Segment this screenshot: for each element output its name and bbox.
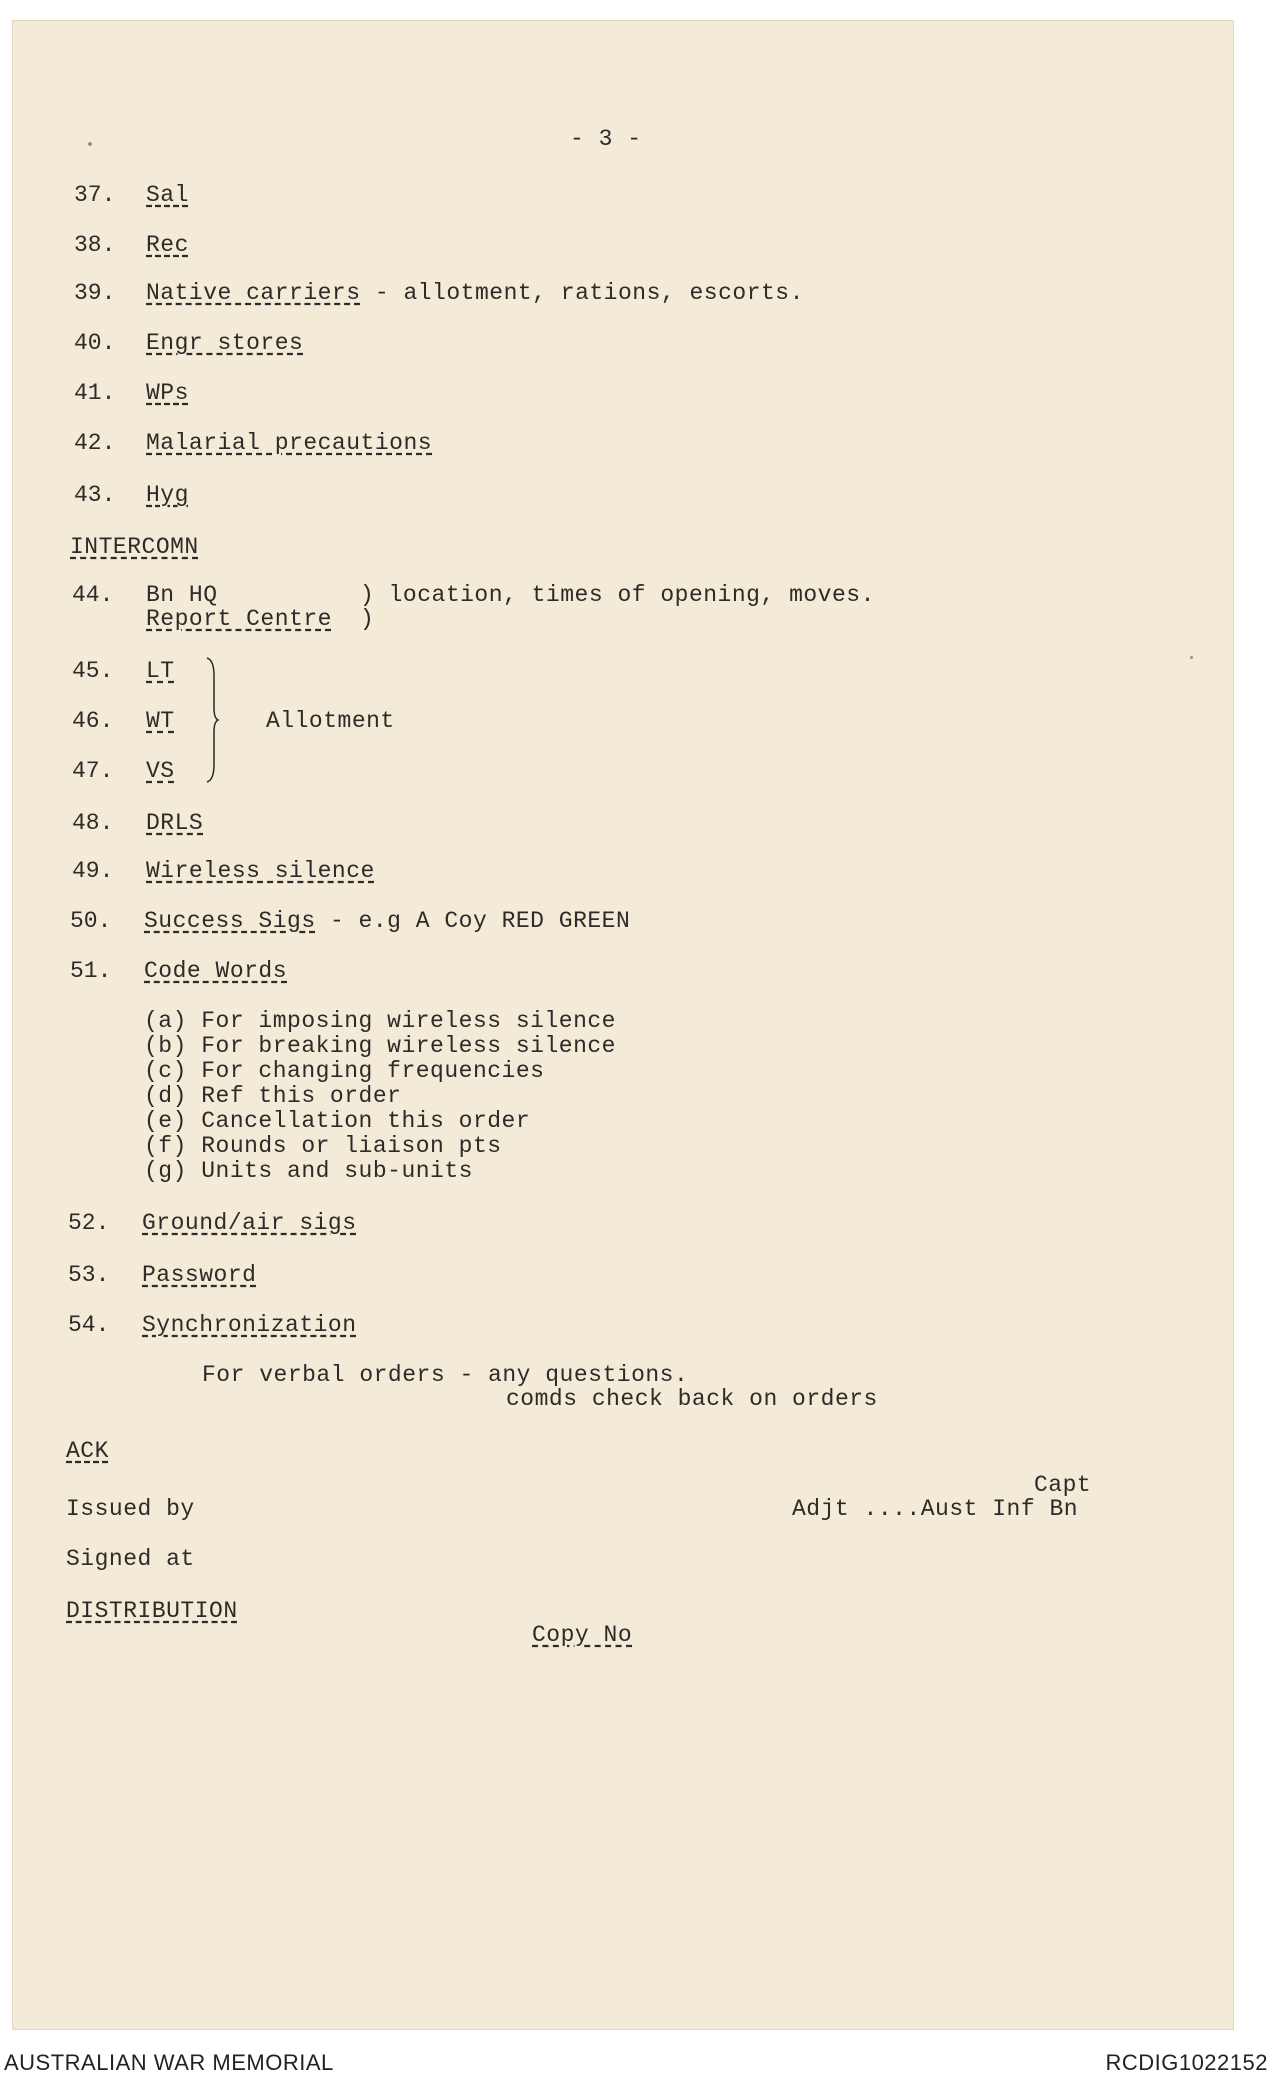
item-label: Hyg — [146, 482, 189, 508]
item-label: Code Words — [144, 958, 288, 984]
item-number: 44. — [72, 582, 114, 608]
copy-no-label: Copy No — [532, 1622, 633, 1648]
grouping-brace — [204, 656, 220, 784]
item-number: 39. — [74, 280, 116, 306]
signatory-title: Adjt ....Aust Inf Bn — [792, 1496, 1079, 1522]
item-number: 42. — [74, 430, 116, 456]
item-label: Report Centre — [146, 606, 332, 632]
distribution-heading: DISTRIBUTION — [66, 1598, 238, 1624]
item-label: Rec — [146, 232, 189, 258]
item-label: Engr stores — [146, 330, 304, 356]
item-number: 53. — [68, 1262, 110, 1288]
item-number: 38. — [74, 232, 116, 258]
page-number: - 3 - — [570, 126, 642, 152]
item-text: ) location, times of opening, moves. — [360, 582, 875, 608]
item-line — [146, 280, 804, 306]
item-label: VS — [146, 758, 175, 784]
item-number: 41. — [74, 380, 116, 406]
item-label: DRLS — [146, 810, 204, 836]
list-item: (d) Ref this order — [144, 1083, 402, 1109]
item-label: Native carriers — [146, 280, 361, 306]
item-number: 37. — [74, 182, 116, 208]
item-text: - allotment, rations, escorts. — [360, 280, 804, 306]
signed-at-label: Signed at — [66, 1546, 195, 1572]
item-label: WPs — [146, 380, 189, 406]
footer-id: RCDIG1022152 — [1105, 2050, 1268, 2075]
item-number: 47. — [72, 758, 114, 784]
item-number: 46. — [72, 708, 114, 734]
item-label: Password — [142, 1262, 257, 1288]
item-line — [144, 908, 630, 934]
item-number: 40. — [74, 330, 116, 356]
list-item: (e) Cancellation this order — [144, 1108, 531, 1134]
section-heading: INTERCOMN — [70, 534, 199, 560]
list-item: (a) For imposing wireless silence — [144, 1008, 616, 1034]
item-number: 54. — [68, 1312, 110, 1338]
item-number: 50. — [70, 908, 112, 934]
item-number: 51. — [70, 958, 112, 984]
item-label: Malarial precautions — [146, 430, 433, 456]
verbal-orders-text: comds check back on orders — [506, 1386, 878, 1412]
item-number: 52. — [68, 1210, 110, 1236]
item-number: 48. — [72, 810, 114, 836]
ack-heading: ACK — [66, 1438, 109, 1464]
paper-mark — [1190, 656, 1193, 659]
item-label: Synchronization — [142, 1312, 357, 1338]
item-text: - e.g A Coy RED GREEN — [315, 908, 631, 934]
verbal-orders-text: For verbal orders - any questions. — [202, 1362, 689, 1388]
rank-label: Capt — [1034, 1472, 1092, 1498]
list-item: (c) For changing frequencies — [144, 1058, 545, 1084]
list-item: (b) For breaking wireless silence — [144, 1033, 616, 1059]
item-number: 43. — [74, 482, 116, 508]
item-label: Sal — [146, 182, 189, 208]
item-label: Ground/air sigs — [142, 1210, 357, 1236]
brace: ) — [360, 606, 375, 632]
item-number: 49. — [72, 858, 114, 884]
allotment-label: Allotment — [266, 708, 395, 734]
item-label: Success Sigs — [144, 908, 316, 934]
item-label: LT — [146, 658, 175, 684]
list-item: (f) Rounds or liaison pts — [144, 1133, 502, 1159]
footer-source: AUSTRALIAN WAR MEMORIAL — [4, 2050, 334, 2075]
item-label: WT — [146, 708, 175, 734]
issued-by-label: Issued by — [66, 1496, 195, 1522]
item-label: Bn HQ — [146, 582, 218, 608]
item-label: Wireless silence — [146, 858, 375, 884]
paper-mark — [88, 142, 92, 146]
item-number: 45. — [72, 658, 114, 684]
list-item: (g) Units and sub-units — [144, 1158, 473, 1184]
